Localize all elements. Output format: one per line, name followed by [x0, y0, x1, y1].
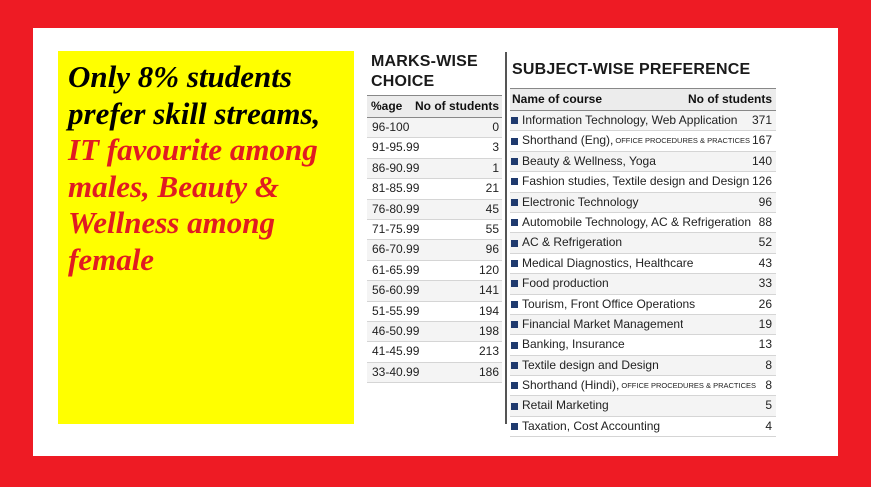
- course-cell: [510, 213, 751, 232]
- table-row: [367, 200, 502, 220]
- count-cell: 43: [758, 255, 772, 270]
- course-cell: [510, 193, 639, 212]
- count-cell: 33: [758, 276, 772, 291]
- count-cell: 126: [751, 174, 772, 189]
- square-bullet-icon: [511, 178, 518, 185]
- table-row: [510, 233, 776, 253]
- table-row: [510, 356, 776, 376]
- count-cell: 5: [765, 398, 772, 413]
- course-name: Shorthand (Eng),: [522, 133, 614, 148]
- course-name: Financial Market Management: [522, 316, 684, 331]
- col-students: No of students: [688, 92, 772, 106]
- range-cell: 61-65.99: [372, 262, 420, 277]
- course-name: AC & Refrigeration: [522, 235, 623, 250]
- count-cell: 141: [478, 283, 499, 298]
- table-row: [367, 138, 502, 158]
- table-row: [510, 254, 776, 274]
- course-name: Taxation, Cost Accounting: [522, 418, 661, 433]
- headline-black-text: Only 8% students prefer skill streams,: [68, 59, 321, 131]
- square-bullet-icon: [511, 280, 518, 287]
- marks-table-header: [367, 95, 502, 118]
- course-name: Fashion studies, Textile design and Design: [522, 174, 750, 189]
- headline: [68, 59, 350, 278]
- course-cell: [510, 335, 625, 354]
- count-cell: 140: [751, 153, 772, 168]
- table-row: [367, 322, 502, 342]
- col-students: No of students: [415, 99, 499, 113]
- count-cell: 186: [478, 364, 499, 379]
- course-cell: [510, 131, 750, 150]
- course-cell: [510, 254, 693, 273]
- range-cell: 71-75.99: [372, 221, 420, 236]
- count-cell: 167: [751, 133, 772, 148]
- marks-table-title: MARKS-WISE CHOICE: [371, 53, 478, 90]
- table-row: [510, 396, 776, 416]
- count-cell: 120: [478, 262, 499, 277]
- square-bullet-icon: [511, 342, 518, 349]
- range-cell: 33-40.99: [372, 364, 420, 379]
- course-cell: [510, 295, 695, 314]
- course-name: Banking, Insurance: [522, 337, 625, 352]
- range-cell: 56-60.99: [372, 283, 420, 298]
- count-cell: 8: [765, 378, 772, 393]
- course-name: Beauty & Wellness, Yoga: [522, 153, 656, 168]
- course-cell: [510, 152, 656, 171]
- course-name: Automobile Technology, AC & Refrigeration: [522, 214, 752, 229]
- count-cell: 4: [765, 418, 772, 433]
- count-cell: 8: [765, 357, 772, 372]
- marks-table-rows: [367, 118, 502, 383]
- course-name: Textile design and Design: [522, 357, 659, 372]
- table-row: [367, 363, 502, 383]
- count-cell: 88: [758, 214, 772, 229]
- table-row: [510, 111, 776, 131]
- count-cell: 371: [751, 113, 772, 127]
- range-cell: 76-80.99: [372, 201, 420, 216]
- course-name: Information Technology, Web Application: [522, 113, 738, 127]
- count-cell: 55: [485, 221, 499, 236]
- range-cell: 46-50.99: [372, 323, 420, 338]
- course-name: Electronic Technology: [522, 194, 639, 209]
- range-cell: 86-90.99: [372, 160, 420, 175]
- square-bullet-icon: [511, 117, 518, 124]
- course-name: Medical Diagnostics, Healthcare: [522, 255, 694, 270]
- count-cell: 19: [758, 316, 772, 331]
- course-name: Shorthand (Hindi),: [522, 378, 620, 393]
- table-row: [510, 295, 776, 315]
- square-bullet-icon: [511, 138, 518, 145]
- square-bullet-icon: [511, 382, 518, 389]
- course-cell: [510, 274, 609, 293]
- course-cell: [510, 172, 749, 191]
- count-cell: 0: [492, 120, 499, 134]
- count-cell: 13: [758, 337, 772, 352]
- course-cell: [510, 376, 756, 395]
- square-bullet-icon: [511, 362, 518, 369]
- range-cell: 41-45.99: [372, 344, 420, 359]
- course-name: Tourism, Front Office Operations: [522, 296, 696, 311]
- table-row: [510, 131, 776, 151]
- table-row: [510, 315, 776, 335]
- square-bullet-icon: [511, 240, 518, 247]
- course-cell: [510, 417, 660, 436]
- course-cell: [510, 315, 683, 334]
- course-cell: [510, 396, 609, 415]
- table-row: [510, 193, 776, 213]
- subject-table-rows: [510, 111, 776, 437]
- course-cell: [510, 233, 622, 252]
- col-percentage: %age: [371, 99, 403, 113]
- range-cell: 91-95.99: [372, 140, 420, 155]
- table-row: [367, 118, 502, 138]
- table-row: [367, 179, 502, 199]
- course-cell: [510, 111, 737, 130]
- course-subtitle: OFFICE PROCEDURES & PRACTICES: [615, 136, 750, 146]
- subject-table-header: [510, 88, 776, 111]
- course-subtitle: OFFICE PROCEDURES & PRACTICES: [621, 381, 756, 391]
- count-cell: 52: [758, 235, 772, 250]
- table-row: [510, 172, 776, 192]
- course-name: Retail Marketing: [522, 398, 609, 413]
- table-row: [510, 376, 776, 396]
- range-cell: 81-85.99: [372, 181, 420, 196]
- table-row: [510, 335, 776, 355]
- subject-table-title: SUBJECT-WISE PREFERENCE: [512, 61, 751, 78]
- table-row: [367, 220, 502, 240]
- table-divider: [505, 52, 507, 424]
- count-cell: 96: [485, 242, 499, 257]
- col-course: Name of course: [512, 92, 603, 106]
- table-row: [510, 152, 776, 172]
- count-cell: 194: [478, 303, 499, 318]
- subject-wise-table: [510, 52, 776, 437]
- course-name: Food production: [522, 276, 609, 291]
- table-row: [510, 417, 776, 437]
- table-row: [367, 261, 502, 281]
- table-row: [367, 159, 502, 179]
- table-row: [510, 213, 776, 233]
- square-bullet-icon: [511, 403, 518, 410]
- square-bullet-icon: [511, 158, 518, 165]
- headline-box: [58, 51, 354, 424]
- table-row: [367, 342, 502, 362]
- square-bullet-icon: [511, 321, 518, 328]
- table-row: [367, 302, 502, 322]
- table-row: [367, 281, 502, 301]
- count-cell: 21: [485, 181, 499, 196]
- count-cell: 213: [478, 344, 499, 359]
- table-row: [367, 240, 502, 260]
- count-cell: 1: [492, 160, 499, 175]
- square-bullet-icon: [511, 301, 518, 308]
- square-bullet-icon: [511, 219, 518, 226]
- count-cell: 198: [478, 323, 499, 338]
- count-cell: 3: [492, 140, 499, 155]
- headline-red-text: IT favourite among males, Beauty & Wellness among female: [68, 132, 318, 277]
- count-cell: 45: [485, 201, 499, 216]
- table-row: [510, 274, 776, 294]
- range-cell: 51-55.99: [372, 303, 420, 318]
- range-cell: 66-70.99: [372, 242, 420, 257]
- count-cell: 96: [758, 194, 772, 209]
- course-cell: [510, 356, 659, 375]
- square-bullet-icon: [511, 260, 518, 267]
- range-cell: 96-100: [372, 120, 410, 134]
- square-bullet-icon: [511, 423, 518, 430]
- square-bullet-icon: [511, 199, 518, 206]
- count-cell: 26: [758, 296, 772, 311]
- marks-wise-table: [367, 52, 502, 383]
